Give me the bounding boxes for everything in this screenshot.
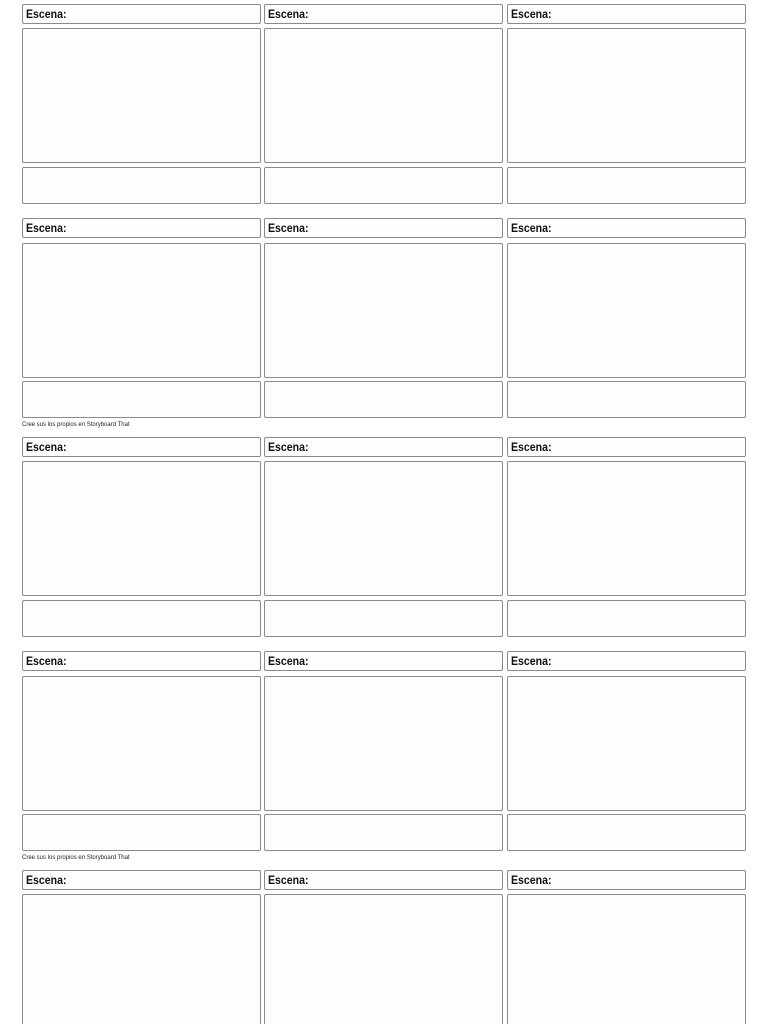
scene-image-panel xyxy=(22,894,261,1024)
scene-title: Escena: xyxy=(26,873,67,887)
scene-image-panel xyxy=(507,28,746,163)
scene-image-panel xyxy=(264,894,503,1024)
scene-title-box xyxy=(22,218,261,238)
scene-title: Escena: xyxy=(511,440,552,454)
scene-image-panel xyxy=(507,243,746,378)
scene-image-panel xyxy=(264,243,503,378)
scene-title-box xyxy=(264,4,503,24)
scene-title: Escena: xyxy=(511,221,552,235)
scene-caption-box xyxy=(507,167,746,204)
scene-title: Escena: xyxy=(511,7,552,21)
scene-image-panel xyxy=(507,676,746,811)
scene-image-panel xyxy=(22,28,261,163)
scene-title-box xyxy=(507,437,746,457)
scene-title: Escena: xyxy=(268,654,309,668)
scene-title-box xyxy=(22,437,261,457)
scene-caption-box xyxy=(22,600,261,637)
scene-title: Escena: xyxy=(268,440,309,454)
scene-caption-box xyxy=(264,381,503,418)
scene-caption-box xyxy=(507,381,746,418)
scene-image-panel xyxy=(22,461,261,596)
scene-title: Escena: xyxy=(26,440,67,454)
scene-title: Escena: xyxy=(511,654,552,668)
scene-caption-box xyxy=(22,814,261,851)
scene-title: Escena: xyxy=(511,873,552,887)
scene-image-panel xyxy=(22,676,261,811)
scene-caption-box xyxy=(264,814,503,851)
scene-caption-box xyxy=(507,600,746,637)
scene-image-panel xyxy=(264,28,503,163)
scene-image-panel xyxy=(264,676,503,811)
scene-title-box xyxy=(507,218,746,238)
scene-title: Escena: xyxy=(26,221,67,235)
scene-title-box xyxy=(264,651,503,671)
scene-title-box xyxy=(264,437,503,457)
scene-image-panel xyxy=(507,461,746,596)
storyboard-credit: Cree sus los propios en Storyboard That xyxy=(22,855,130,861)
scene-image-panel xyxy=(264,461,503,596)
scene-title-box xyxy=(264,870,503,890)
scene-title: Escena: xyxy=(268,221,309,235)
scene-title-box xyxy=(507,4,746,24)
scene-title: Escena: xyxy=(268,7,309,21)
storyboard-credit: Cree sus los propios en Storyboard That xyxy=(22,422,130,428)
scene-caption-box xyxy=(264,600,503,637)
scene-caption-box xyxy=(507,814,746,851)
scene-caption-box xyxy=(22,381,261,418)
scene-title-box xyxy=(264,218,503,238)
scene-title: Escena: xyxy=(268,873,309,887)
scene-title-box xyxy=(22,651,261,671)
scene-caption-box xyxy=(22,167,261,204)
scene-image-panel xyxy=(507,894,746,1024)
scene-caption-box xyxy=(264,167,503,204)
scene-title: Escena: xyxy=(26,7,67,21)
scene-title-box xyxy=(507,651,746,671)
scene-title: Escena: xyxy=(26,654,67,668)
scene-title-box xyxy=(22,4,261,24)
scene-title-box xyxy=(507,870,746,890)
scene-image-panel xyxy=(22,243,261,378)
scene-title-box xyxy=(22,870,261,890)
